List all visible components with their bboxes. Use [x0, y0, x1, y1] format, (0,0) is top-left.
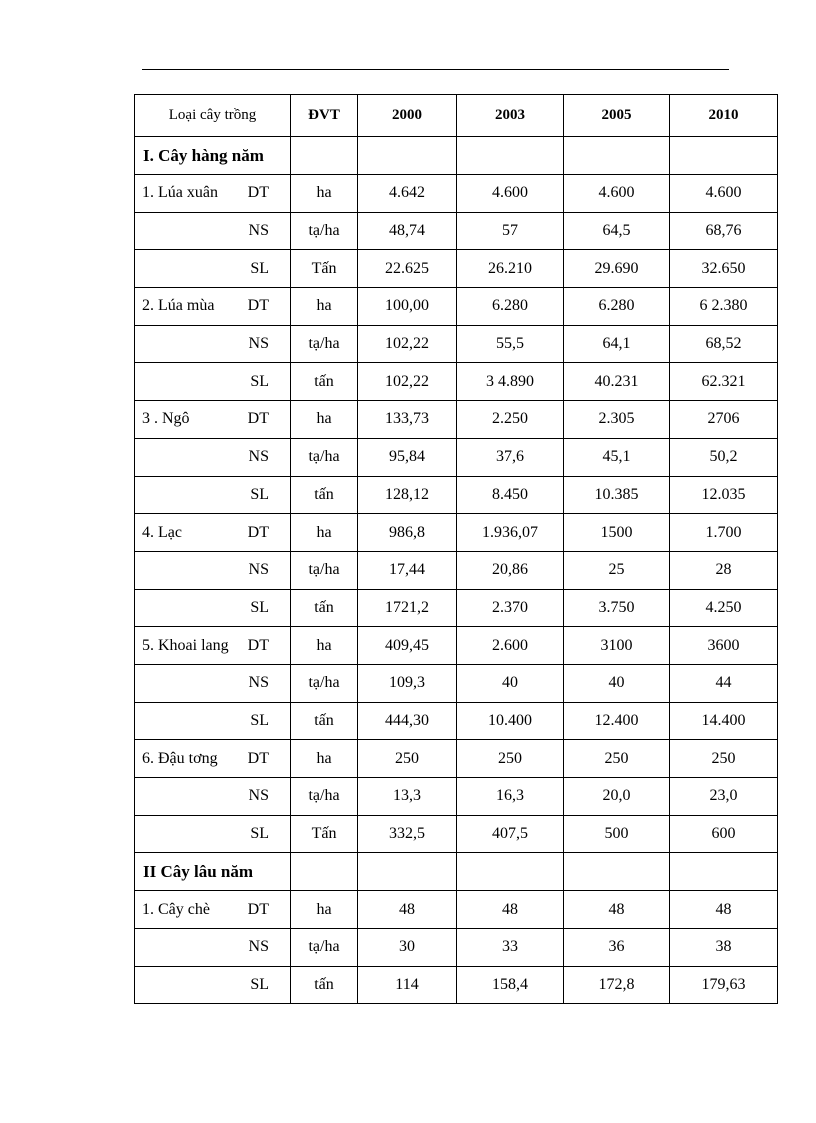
- value-cell: 3 4.890: [457, 363, 564, 401]
- table-row: [135, 664, 778, 702]
- value-cell: 4.600: [457, 175, 564, 213]
- table-row: [135, 551, 778, 589]
- empty-cell: [670, 853, 778, 891]
- value-cell: 158,4: [457, 966, 564, 1004]
- value-cell: 3600: [670, 627, 778, 665]
- table-row: [135, 702, 778, 740]
- header-year-2000: 2000: [358, 95, 457, 137]
- value-cell: 1.700: [670, 514, 778, 552]
- header-row: [135, 95, 778, 137]
- table-body: [135, 95, 778, 1004]
- value-cell: 986,8: [358, 514, 457, 552]
- crop-cell: [135, 589, 291, 627]
- metric-label: NS: [248, 335, 269, 353]
- header-unit: ĐVT: [291, 95, 358, 137]
- metric-label: SL: [250, 976, 269, 994]
- value-cell: 6.280: [564, 288, 670, 326]
- crop-cell: [135, 815, 291, 853]
- crop-cell: [135, 966, 291, 1004]
- value-cell: 16,3: [457, 778, 564, 816]
- value-cell: 444,30: [358, 702, 457, 740]
- unit-cell: ha: [291, 401, 358, 439]
- value-cell: 179,63: [670, 966, 778, 1004]
- table-row: [135, 476, 778, 514]
- crop-cell: [135, 250, 291, 288]
- table-row: [135, 401, 778, 439]
- value-cell: 1.936,07: [457, 514, 564, 552]
- crop-name: 4. Lạc: [142, 523, 182, 541]
- value-cell: 40: [457, 664, 564, 702]
- table-row: [135, 438, 778, 476]
- unit-cell: tấn: [291, 363, 358, 401]
- crop-cell: [135, 551, 291, 589]
- value-cell: 407,5: [457, 815, 564, 853]
- unit-cell: ha: [291, 175, 358, 213]
- metric-label: NS: [248, 561, 269, 579]
- table-row: [135, 929, 778, 967]
- table-row: [135, 288, 778, 326]
- empty-cell: [291, 853, 358, 891]
- crop-cell: [135, 664, 291, 702]
- value-cell: 55,5: [457, 325, 564, 363]
- crop-cell: [135, 891, 291, 929]
- unit-cell: ha: [291, 740, 358, 778]
- crop-statistics-table: [134, 94, 778, 1004]
- section-title: I. Cây hàng năm: [135, 137, 291, 175]
- metric-label: SL: [250, 372, 269, 390]
- value-cell: 48,74: [358, 212, 457, 250]
- metric-label: DT: [247, 523, 269, 541]
- table-row: [135, 627, 778, 665]
- value-cell: 1721,2: [358, 589, 457, 627]
- value-cell: 100,00: [358, 288, 457, 326]
- metric-label: DT: [247, 749, 269, 767]
- value-cell: 28: [670, 551, 778, 589]
- unit-cell: tạ/ha: [291, 551, 358, 589]
- metric-label: DT: [247, 297, 269, 315]
- table-row: [135, 212, 778, 250]
- table-row: [135, 740, 778, 778]
- table-row: [135, 250, 778, 288]
- value-cell: 14.400: [670, 702, 778, 740]
- value-cell: 3100: [564, 627, 670, 665]
- value-cell: 6.280: [457, 288, 564, 326]
- value-cell: 409,45: [358, 627, 457, 665]
- value-cell: 23,0: [670, 778, 778, 816]
- crop-cell: [135, 778, 291, 816]
- crop-name: 3 . Ngô: [142, 410, 190, 428]
- value-cell: 48: [670, 891, 778, 929]
- unit-cell: tạ/ha: [291, 664, 358, 702]
- value-cell: 68,76: [670, 212, 778, 250]
- header-year-2005: 2005: [564, 95, 670, 137]
- unit-cell: tấn: [291, 966, 358, 1004]
- value-cell: 48: [358, 891, 457, 929]
- value-cell: 12.035: [670, 476, 778, 514]
- value-cell: 40.231: [564, 363, 670, 401]
- value-cell: 4.250: [670, 589, 778, 627]
- empty-cell: [564, 853, 670, 891]
- section-row: [135, 853, 778, 891]
- value-cell: 10.400: [457, 702, 564, 740]
- empty-cell: [457, 137, 564, 175]
- unit-cell: ha: [291, 891, 358, 929]
- metric-label: NS: [248, 448, 269, 466]
- value-cell: 64,1: [564, 325, 670, 363]
- value-cell: 250: [564, 740, 670, 778]
- value-cell: 37,6: [457, 438, 564, 476]
- value-cell: 40: [564, 664, 670, 702]
- value-cell: 2706: [670, 401, 778, 439]
- value-cell: 95,84: [358, 438, 457, 476]
- value-cell: 114: [358, 966, 457, 1004]
- value-cell: 250: [670, 740, 778, 778]
- unit-cell: tạ/ha: [291, 325, 358, 363]
- empty-cell: [564, 137, 670, 175]
- unit-cell: tấn: [291, 476, 358, 514]
- unit-cell: tạ/ha: [291, 929, 358, 967]
- value-cell: 332,5: [358, 815, 457, 853]
- value-cell: 20,86: [457, 551, 564, 589]
- crop-cell: [135, 401, 291, 439]
- value-cell: 45,1: [564, 438, 670, 476]
- unit-cell: Tấn: [291, 815, 358, 853]
- value-cell: 250: [358, 740, 457, 778]
- value-cell: 64,5: [564, 212, 670, 250]
- crop-cell: [135, 438, 291, 476]
- table-row: [135, 891, 778, 929]
- value-cell: 4.642: [358, 175, 457, 213]
- header-crop-type: Loại cây trồng: [135, 95, 291, 137]
- section-title: II Cây lâu năm: [135, 853, 291, 891]
- value-cell: 8.450: [457, 476, 564, 514]
- value-cell: 50,2: [670, 438, 778, 476]
- value-cell: 17,44: [358, 551, 457, 589]
- value-cell: 57: [457, 212, 564, 250]
- section-row: [135, 137, 778, 175]
- unit-cell: Tấn: [291, 250, 358, 288]
- metric-label: DT: [247, 636, 269, 654]
- crop-cell: [135, 514, 291, 552]
- value-cell: 133,73: [358, 401, 457, 439]
- metric-label: SL: [250, 259, 269, 277]
- value-cell: 2.600: [457, 627, 564, 665]
- crop-cell: [135, 740, 291, 778]
- value-cell: 10.385: [564, 476, 670, 514]
- crop-cell: [135, 325, 291, 363]
- value-cell: 32.650: [670, 250, 778, 288]
- value-cell: 36: [564, 929, 670, 967]
- value-cell: 68,52: [670, 325, 778, 363]
- crop-cell: [135, 288, 291, 326]
- value-cell: 2.370: [457, 589, 564, 627]
- value-cell: 109,3: [358, 664, 457, 702]
- table-row: [135, 966, 778, 1004]
- empty-cell: [670, 137, 778, 175]
- unit-cell: tạ/ha: [291, 212, 358, 250]
- metric-label: SL: [250, 485, 269, 503]
- value-cell: 22.625: [358, 250, 457, 288]
- value-cell: 48: [564, 891, 670, 929]
- value-cell: 102,22: [358, 363, 457, 401]
- table-row: [135, 363, 778, 401]
- crop-cell: [135, 212, 291, 250]
- value-cell: 6 2.380: [670, 288, 778, 326]
- metric-label: DT: [247, 184, 269, 202]
- metric-label: NS: [248, 787, 269, 805]
- metric-label: SL: [250, 825, 269, 843]
- value-cell: 2.250: [457, 401, 564, 439]
- value-cell: 4.600: [670, 175, 778, 213]
- top-rule: [142, 69, 729, 70]
- header-year-2010: 2010: [670, 95, 778, 137]
- empty-cell: [457, 853, 564, 891]
- value-cell: 25: [564, 551, 670, 589]
- crop-cell: [135, 627, 291, 665]
- empty-cell: [291, 137, 358, 175]
- value-cell: 172,8: [564, 966, 670, 1004]
- value-cell: 44: [670, 664, 778, 702]
- metric-label: NS: [248, 674, 269, 692]
- crop-cell: [135, 702, 291, 740]
- table-row: [135, 325, 778, 363]
- crop-cell: [135, 929, 291, 967]
- value-cell: 29.690: [564, 250, 670, 288]
- metric-label: NS: [248, 222, 269, 240]
- value-cell: 102,22: [358, 325, 457, 363]
- metric-label: DT: [247, 900, 269, 918]
- unit-cell: tạ/ha: [291, 778, 358, 816]
- value-cell: 1500: [564, 514, 670, 552]
- crop-name: 6. Đậu tơng: [142, 749, 218, 767]
- unit-cell: tấn: [291, 589, 358, 627]
- table-row: [135, 514, 778, 552]
- value-cell: 600: [670, 815, 778, 853]
- table-row: [135, 778, 778, 816]
- value-cell: 12.400: [564, 702, 670, 740]
- unit-cell: ha: [291, 288, 358, 326]
- table-row: [135, 815, 778, 853]
- metric-label: NS: [248, 938, 269, 956]
- crop-cell: [135, 175, 291, 213]
- table-row: [135, 589, 778, 627]
- metric-label: DT: [247, 410, 269, 428]
- value-cell: 33: [457, 929, 564, 967]
- crop-cell: [135, 363, 291, 401]
- value-cell: 128,12: [358, 476, 457, 514]
- value-cell: 3.750: [564, 589, 670, 627]
- value-cell: 2.305: [564, 401, 670, 439]
- crop-name: 2. Lúa mùa: [142, 297, 215, 315]
- empty-cell: [358, 853, 457, 891]
- crop-name: 1. Cây chè: [142, 900, 210, 918]
- header-year-2003: 2003: [457, 95, 564, 137]
- value-cell: 13,3: [358, 778, 457, 816]
- unit-cell: ha: [291, 627, 358, 665]
- value-cell: 62.321: [670, 363, 778, 401]
- value-cell: 500: [564, 815, 670, 853]
- metric-label: SL: [250, 711, 269, 729]
- value-cell: 38: [670, 929, 778, 967]
- value-cell: 250: [457, 740, 564, 778]
- value-cell: 4.600: [564, 175, 670, 213]
- crop-name: 5. Khoai lang: [142, 636, 229, 654]
- crop-name: 1. Lúa xuân: [142, 184, 218, 202]
- unit-cell: tạ/ha: [291, 438, 358, 476]
- value-cell: 26.210: [457, 250, 564, 288]
- value-cell: 30: [358, 929, 457, 967]
- empty-cell: [358, 137, 457, 175]
- table-row: [135, 175, 778, 213]
- unit-cell: ha: [291, 514, 358, 552]
- metric-label: SL: [250, 598, 269, 616]
- crop-cell: [135, 476, 291, 514]
- unit-cell: tấn: [291, 702, 358, 740]
- value-cell: 20,0: [564, 778, 670, 816]
- value-cell: 48: [457, 891, 564, 929]
